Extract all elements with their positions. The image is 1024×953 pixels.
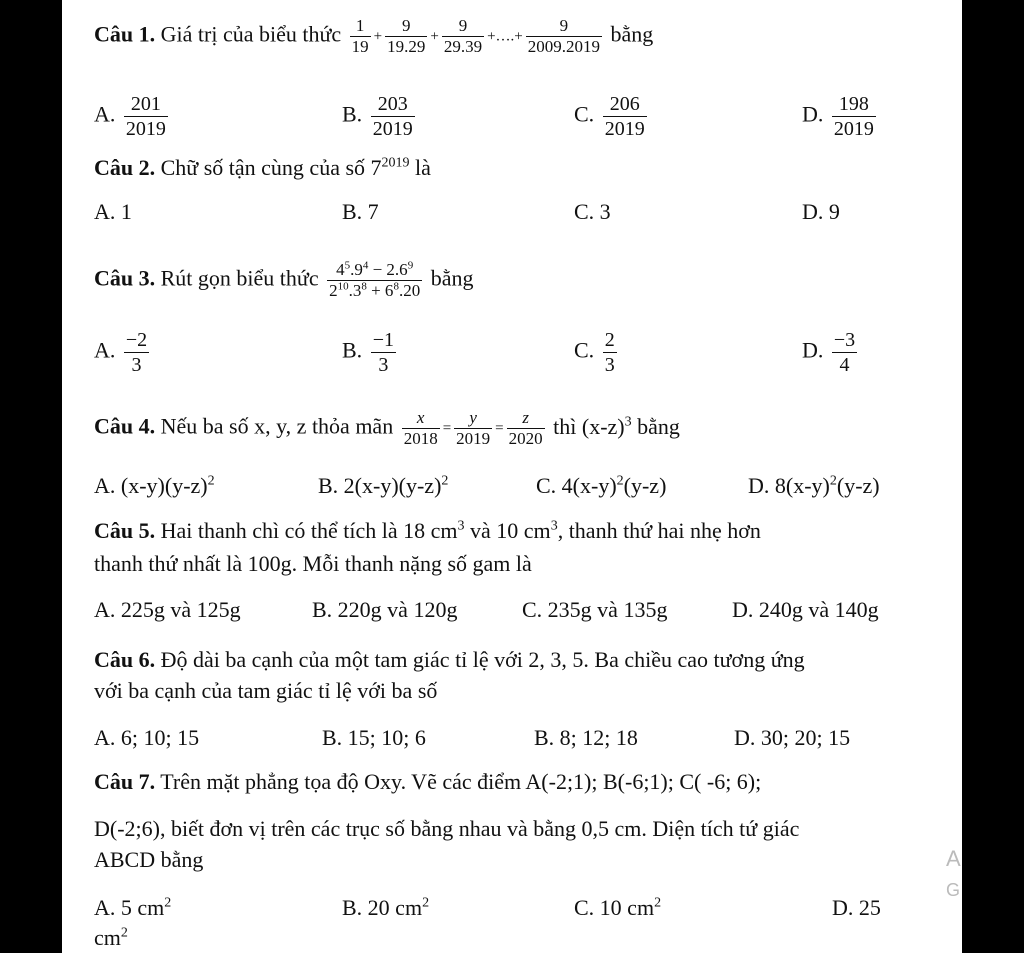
question-4: Câu 4. Nếu ba số x, y, z thỏa mãn $\frac{x}{2018}$ = $\frac{y}{2019}$ = $\frac{z}{2020}$ thì $(x-z)^3$ bằng	[94, 408, 680, 448]
question-5-line-1: Câu 5. Hai thanh chì có thể tích là 18 $cm^3$ và 10 $cm^3$, thanh thứ hai nhẹ hơn	[94, 518, 761, 543]
question-6-label: Câu 6.	[94, 647, 156, 672]
document-page	[62, 0, 962, 953]
question-7-line-2: D(-2;6), biết đơn vị trên các trục số bằng nhau và bằng 0,5 cm. Diện tích tứ giác	[94, 816, 800, 841]
question-5-label: Câu 5.	[94, 518, 156, 543]
q4-fraction-y: $\frac{y}{2019}$	[456, 408, 491, 448]
q4-option-c[interactable]: C. $4(x-y)^2(y-z)$	[536, 473, 667, 498]
power-expression: $7^{2019}$	[370, 155, 410, 180]
q4-fraction-x: $\frac{x}{2018}$	[403, 408, 438, 448]
q1-option-b[interactable]: B. $\frac{203}{2019}$	[342, 93, 413, 140]
q1-fraction-2: $\frac{9}{19.29}$	[387, 16, 426, 56]
question-1-text: Giá trị của biểu thức	[160, 21, 342, 47]
q6-option-a[interactable]: A. 6; 10; 15	[94, 725, 200, 750]
q5-option-b[interactable]: B. 220g và 120g	[312, 597, 458, 622]
question-2	[94, 154, 431, 182]
q3-option-d[interactable]: D. $\frac{-3}{4}$	[802, 329, 856, 376]
q6-option-c[interactable]: B. 8; 12; 18	[534, 725, 638, 750]
q4-fraction-z: $\frac{z}{2020}$	[508, 408, 543, 448]
q2-option-c[interactable]: C. 3	[574, 199, 611, 224]
question-1: Câu 1. Giá trị của biểu thức $\frac{1}{19}$ + $\frac{9}{19.29}$ + $\frac{9}{29.39}$ +….+ $\frac{9}{2009.2019}$ bằng	[94, 16, 654, 56]
question-6-line-2: với ba cạnh của tam giác tỉ lệ với ba số	[94, 678, 438, 703]
q3-expression: $\frac{4^5.9^4 - 2.6^9}{2^{10}.3^8 + 6^8.20}$	[329, 259, 421, 300]
q2-option-a[interactable]: A. 1	[94, 199, 132, 224]
q4-option-a[interactable]: A. $(x-y)(y-z)^2$	[94, 473, 215, 498]
overlay-letter-g: G	[946, 880, 961, 900]
q5-option-a[interactable]: A. 225g và 125g	[94, 597, 241, 622]
q1-option-c[interactable]: C. $\frac{206}{2019}$	[574, 93, 645, 140]
q1-fraction-4: $\frac{9}{2009.2019}$	[527, 16, 601, 56]
question-4-tail: thì $(x-z)^3$ bằng	[553, 413, 680, 439]
q7-option-d-unit: $cm^2$	[94, 925, 128, 950]
q7-option-c[interactable]: C. 10 $cm^2$	[574, 895, 662, 920]
question-2-label: Câu 2.	[94, 155, 156, 180]
q3-option-c[interactable]: C. $\frac{2}{3}$	[574, 329, 615, 376]
question-7-line-3: ABCD bằng	[94, 847, 204, 872]
question-2-tail: là	[415, 155, 431, 180]
question-3-text: Rút gọn biểu thức	[160, 265, 319, 291]
question-2-text: Chữ số tận cùng của số	[160, 155, 366, 180]
q5-option-d[interactable]: D. 240g và 140g	[732, 597, 879, 622]
q3-option-b[interactable]: B. $\frac{-1}{3}$	[342, 329, 394, 376]
q3-option-a[interactable]: A. $\frac{-2}{3}$	[94, 329, 148, 376]
question-1-tail: bằng	[610, 21, 654, 47]
q1-fraction-1: $\frac{1}{19}$	[351, 16, 369, 56]
question-7-line-1: Câu 7. Trên mặt phẳng tọa độ Oxy. Vẽ các điểm A(-2;1); B(-6;1); C( -6; 6);	[94, 769, 762, 794]
q1-option-a[interactable]: A. $\frac{201}{2019}$	[94, 93, 166, 140]
q5-option-c[interactable]: C. 235g và 135g	[522, 597, 668, 622]
q2-option-b[interactable]: B. 7	[342, 199, 379, 224]
q4-option-d[interactable]: D. $8(x-y)^2(y-z)$	[748, 473, 880, 498]
q7-option-b[interactable]: B. 20 $cm^2$	[342, 895, 430, 920]
question-3	[94, 260, 473, 301]
q7-option-d[interactable]: D. 25	[832, 895, 881, 920]
question-7-label: Câu 7.	[94, 769, 156, 794]
question-3-label: Câu 3.	[94, 265, 156, 291]
q6-option-b[interactable]: B. 15; 10; 6	[322, 725, 426, 750]
q6-option-d[interactable]: D. 30; 20; 15	[734, 725, 851, 750]
overlay-letter-a: A	[946, 846, 961, 871]
question-3-tail: bằng	[430, 265, 474, 291]
question-1-label: Câu 1.	[94, 21, 156, 47]
q1-fraction-3: $\frac{9}{29.39}$	[443, 16, 483, 56]
question-5-line-2: thanh thứ nhất là 100g. Mỗi thanh nặng số gam là	[94, 551, 532, 576]
question-4-label: Câu 4.	[94, 413, 156, 439]
q7-option-a[interactable]: A. 5 $cm^2$	[94, 895, 172, 920]
question-6-line-1: Câu 6. Độ dài ba cạnh của một tam giác tỉ lệ với 2, 3, 5. Ba chiều cao tương ứng	[94, 647, 805, 672]
q4-option-b[interactable]: B. $2(x-y)(y-z)^2$	[318, 473, 449, 498]
q2-option-d[interactable]: D. 9	[802, 199, 840, 224]
q1-option-d[interactable]: D. $\frac{198}{2019}$	[802, 93, 874, 140]
question-4-text: Nếu ba số x, y, z thỏa mãn	[160, 413, 394, 439]
